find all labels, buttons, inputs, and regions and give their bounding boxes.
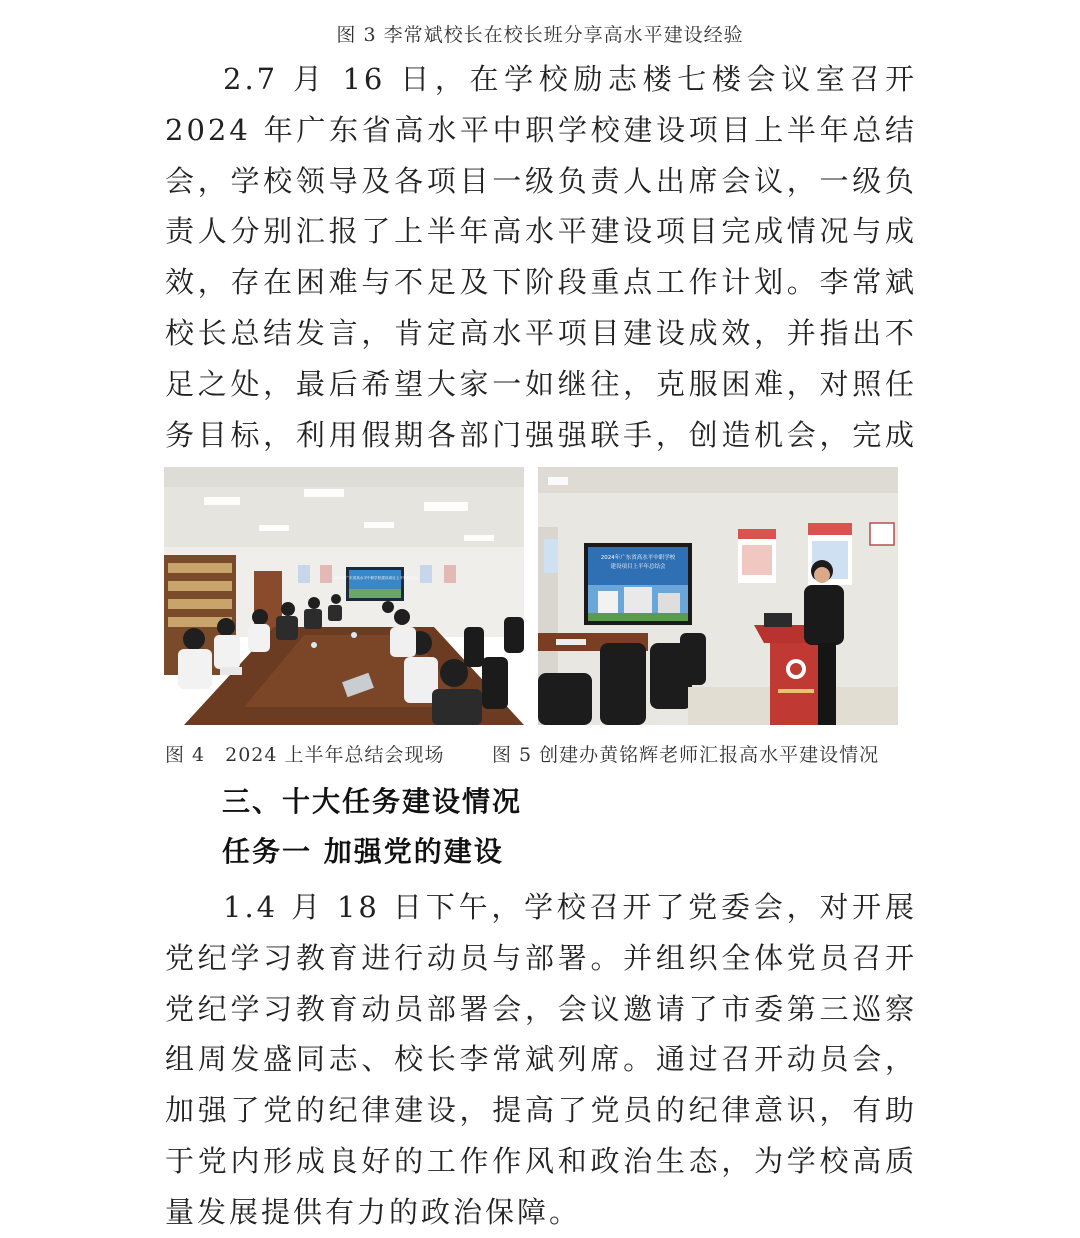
left-screen-text: 2024年广东省高水平中职学校建设项目上半年总结会: [332, 576, 418, 580]
figure-3-caption: 图 3 李常斌校长在校长班分享高水平建设经验: [336, 24, 744, 46]
right-screen-text-line-2: 建设项目上半年总结会: [610, 564, 666, 570]
right-screen-text-line-1: 2024年广东省高水平中职学校: [600, 555, 676, 561]
photo-meeting-room: [164, 467, 524, 725]
section-heading: 三、十大任务建设情况: [222, 785, 523, 818]
photo-podium-presentation: [538, 467, 898, 725]
paragraph-party-building: 1.4 月 18 日下午，学校召开了党委会，对开展党纪学习教育进行动员与部署。并组织全体党员召开党纪学习教育动员部署会，会议邀请了市委第三巡察组周发盛同志、校长李常斌列席。通过召开动员会，加强了党的纪律建设，提高了党员的纪律意识，有助于党内形成良好的工作作风和政治生态，为学校高质量发展提供有力的政治保障。: [165, 890, 917, 1229]
figure-5-caption: 图 5 创建办黄铭辉老师汇报高水平建设情况: [492, 744, 880, 766]
paragraph-summary-meeting: 2.7 月 16 日，在学校励志楼七楼会议室召开 2024 年广东省高水平中职学校建设项目上半年总结会，学校领导及各项目一级负责人出席会议，一级负责人分别汇报了上半年高水平建设项目完成情况与成效，存在困难与不足及下阶段重点工作计划。李常斌校长总结发言，肯定高水平项目建设成效，并指出不足之处，最后希望大家一如继往，克服困难，对照任务目标，利用假期各部门强强联手，创造机会，完成: [165, 62, 917, 452]
figure-4-caption: 图 4 2024 上半年总结会现场: [165, 744, 445, 766]
task-heading: 任务一 加强党的建设: [222, 835, 504, 868]
